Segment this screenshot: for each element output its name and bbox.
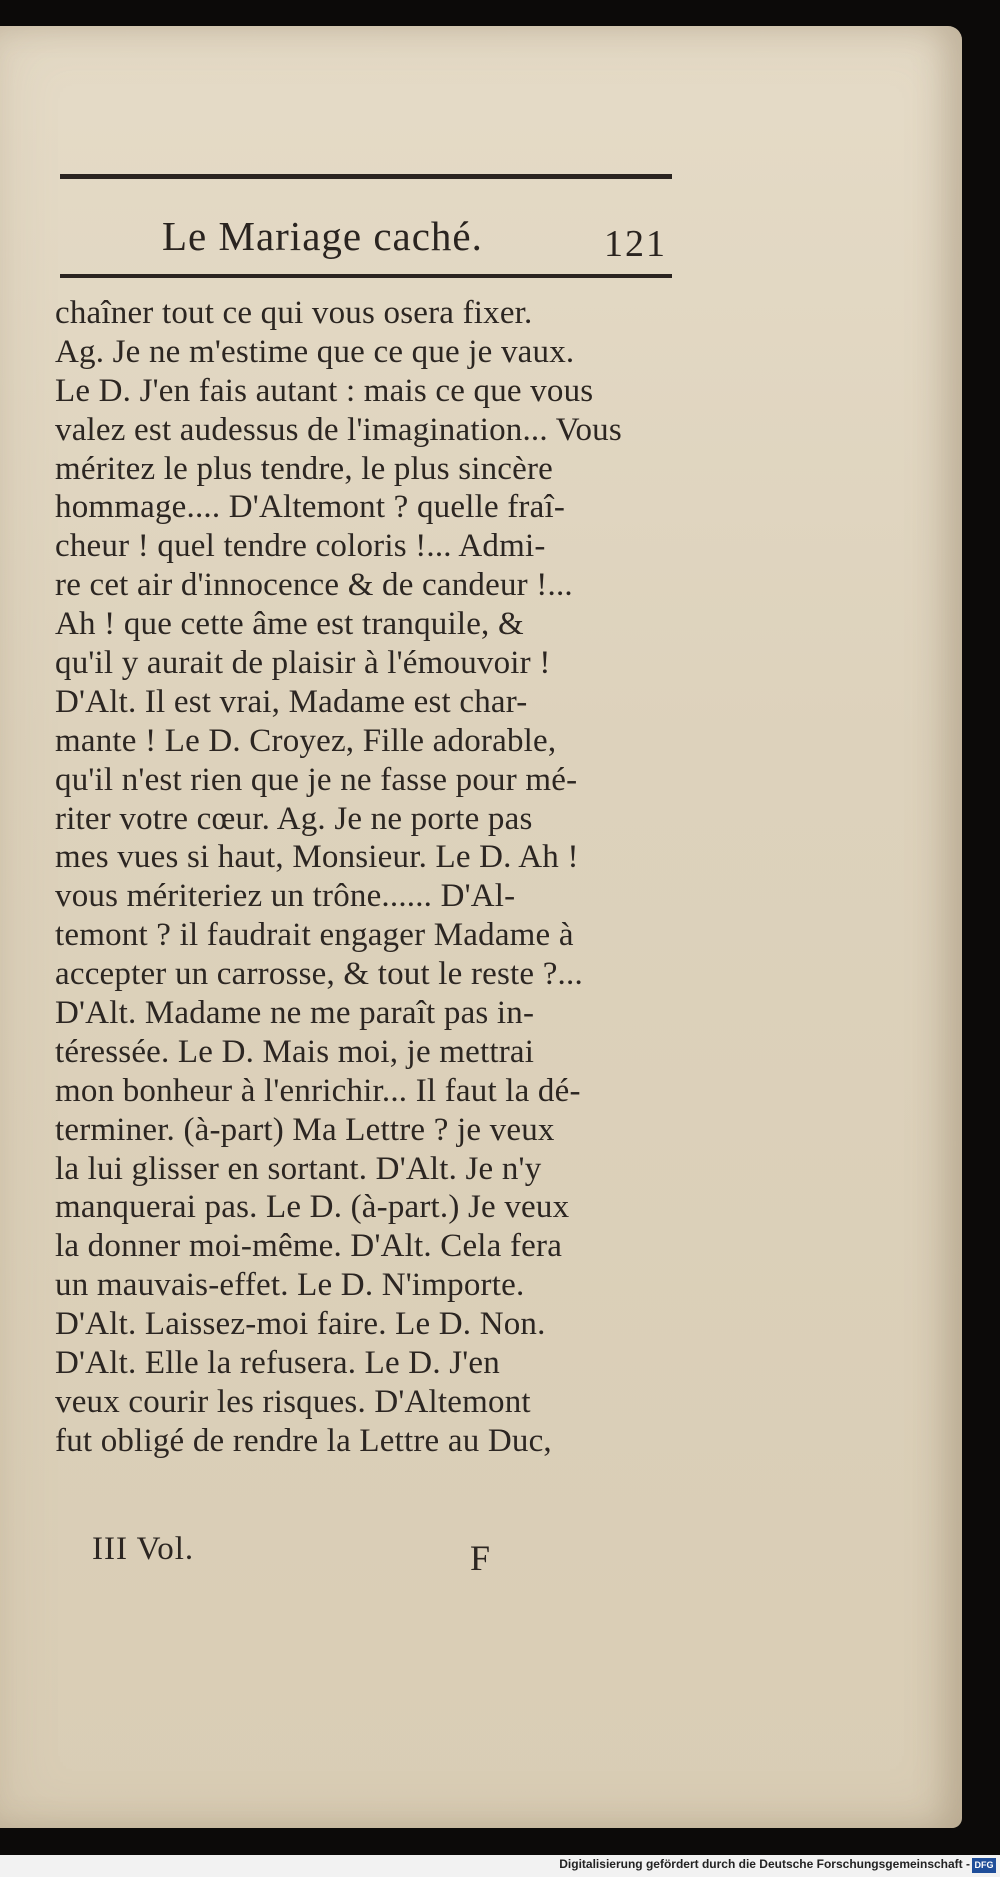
- text-line: [55, 1150, 675, 1189]
- funding-note: Digitalisierung gefördert durch die Deutsche Forschungsgemeinschaft -: [559, 1857, 970, 1871]
- header-rule-top: [60, 174, 672, 179]
- text-line: [55, 1072, 675, 1111]
- line-text: re cet air d'innocence & de candeur !...: [55, 567, 573, 604]
- text-line: [55, 1033, 675, 1072]
- text-line: [55, 1111, 675, 1150]
- text-line: [55, 683, 675, 722]
- text-line: [55, 527, 675, 566]
- line-text: vous mériteriez un trône...... D'Al-: [55, 878, 516, 915]
- dfg-logo-icon: DFG: [972, 1858, 996, 1873]
- text-line: [55, 800, 675, 839]
- line-text: méritez le plus tendre, le plus sincère: [55, 450, 554, 487]
- line-text: cheur ! quel tendre coloris !... Admi-: [55, 528, 546, 565]
- body-text: [55, 294, 675, 1461]
- line-text: hommage.... D'Altemont ? quelle fraî-: [55, 489, 566, 526]
- line-text: D'Alt. Laissez-moi faire. Le D. Non.: [55, 1306, 546, 1343]
- line-text: qu'il y aurait de plaisir à l'émouvoir !: [55, 645, 551, 682]
- text-line: [55, 566, 675, 605]
- line-text: mante ! Le D. Croyez, Fille adorable,: [55, 722, 557, 759]
- text-line: [55, 1305, 675, 1344]
- line-text: D'Alt. Elle la refusera. Le D. J'en: [55, 1345, 500, 1382]
- line-text: téressée. Le D. Mais moi, je mettrai: [55, 1033, 535, 1070]
- page-number: 121: [604, 223, 667, 265]
- text-line: [55, 994, 675, 1033]
- line-text: mon bonheur à l'enrichir... Il faut la dé-: [55, 1072, 581, 1109]
- text-line: [55, 1227, 675, 1266]
- funding-bar: [0, 1855, 1000, 1877]
- text-line: [55, 644, 675, 683]
- text-line: [55, 1383, 675, 1422]
- line-text: veux courir les risques. D'Altemont: [55, 1383, 531, 1420]
- line-text: mes vues si haut, Monsieur. Le D. Ah !: [55, 839, 579, 876]
- volume-signature: III Vol.: [92, 1531, 195, 1567]
- text-line: [55, 877, 675, 916]
- line-text: D'Alt. Madame ne me paraît pas in-: [55, 995, 535, 1032]
- text-line: [55, 1422, 675, 1461]
- text-line: [55, 1344, 675, 1383]
- text-line: [55, 372, 675, 411]
- line-text: qu'il n'est rien que je ne fasse pour mé-: [55, 761, 578, 798]
- line-text: accepter un carrosse, & tout le reste ?...: [55, 956, 583, 993]
- line-text: chaîner tout ce qui vous osera fixer.: [55, 295, 533, 331]
- text-line: [55, 955, 675, 994]
- text-line: [55, 916, 675, 955]
- text-line: [55, 1266, 675, 1305]
- text-line: [55, 761, 675, 800]
- line-text: la donner moi-même. D'Alt. Cela fera: [55, 1228, 563, 1265]
- line-text: valez est audessus de l'imagination... Vous: [55, 411, 622, 448]
- line-text: riter votre cœur. Ag. Je ne porte pas: [55, 800, 533, 837]
- book-page: [0, 26, 962, 1828]
- line-text: terminer. (à-part) Ma Lettre ? je veux: [55, 1111, 555, 1148]
- line-text: Ah ! que cette âme est tranquile, &: [55, 606, 524, 643]
- line-text: manquerai pas. Le D. (à-part.) Je veux: [55, 1189, 570, 1226]
- sheet-mark: F: [470, 1538, 491, 1578]
- text-line: [55, 488, 675, 527]
- text-line: [55, 1188, 675, 1227]
- line-text: Le D. J'en fais autant : mais ce que vous: [55, 372, 594, 409]
- text-line: [55, 411, 675, 450]
- text-line: [55, 722, 675, 761]
- text-line: [55, 450, 675, 489]
- line-text: D'Alt. Il est vrai, Madame est char-: [55, 683, 528, 720]
- line-text: Ag. Je ne m'estime que ce que je vaux.: [55, 333, 575, 370]
- line-text: fut obligé de rendre la Lettre au Duc,: [55, 1422, 552, 1459]
- running-head: Le Mariage caché.: [162, 213, 483, 259]
- page-footer: [0, 1531, 962, 1581]
- text-line: [55, 838, 675, 877]
- text-line: [55, 605, 675, 644]
- header-rule-bottom: [60, 274, 672, 278]
- line-text: temont ? il faudrait engager Madame à: [55, 917, 574, 954]
- text-line: [55, 333, 675, 372]
- line-text: la lui glisser en sortant. D'Alt. Je n'y: [55, 1150, 542, 1187]
- text-line: [55, 294, 675, 333]
- line-text: un mauvais-effet. Le D. N'importe.: [55, 1267, 525, 1304]
